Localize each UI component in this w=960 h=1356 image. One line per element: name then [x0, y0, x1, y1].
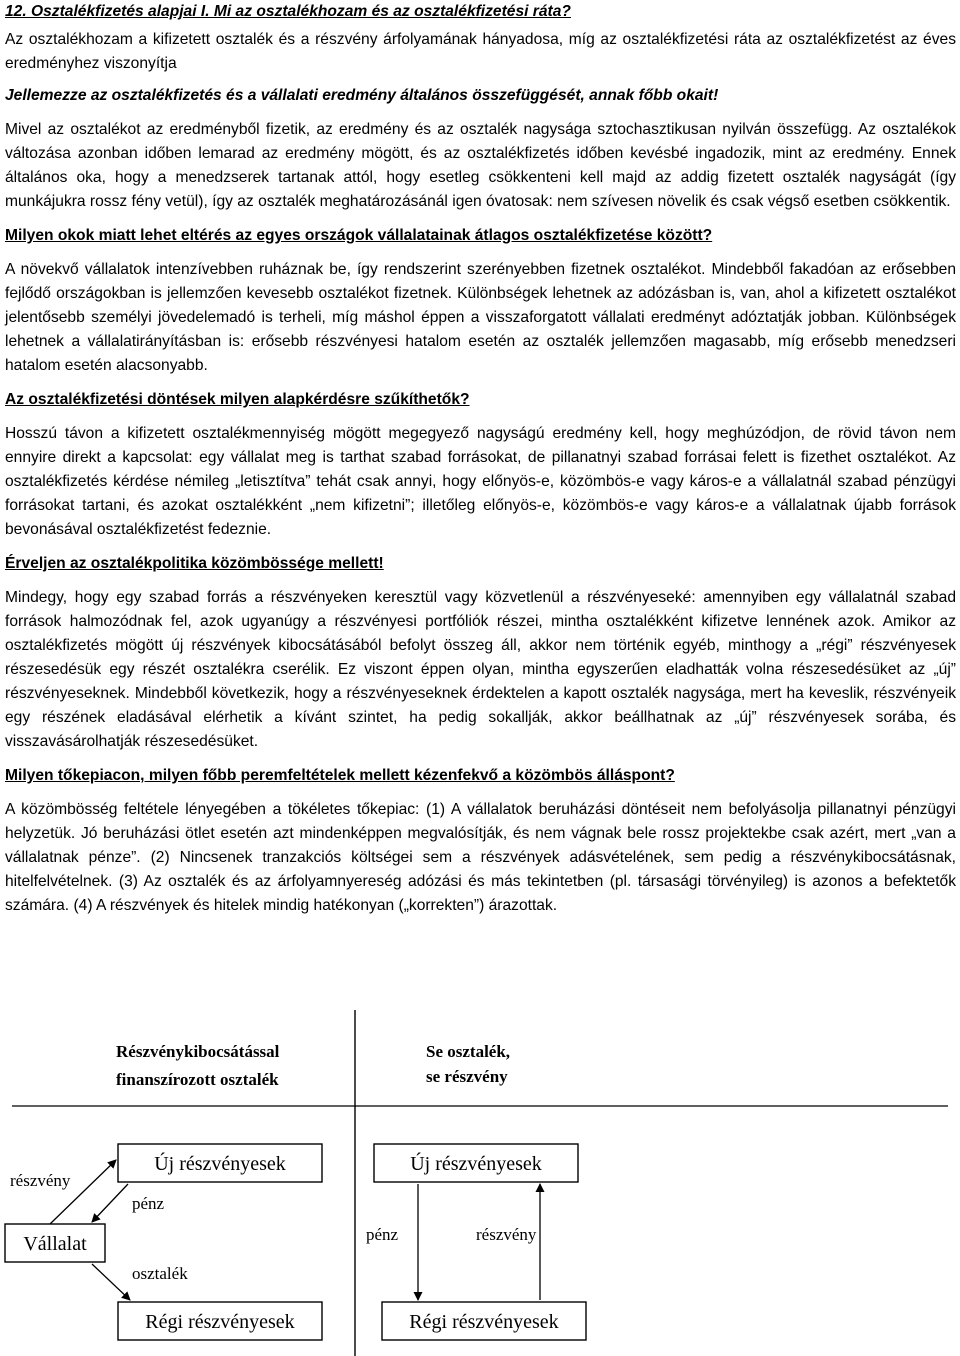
question-4: Érveljen az osztalékpolitika közömbössége mellett!: [5, 555, 384, 572]
answer-3: Hosszú távon a kifizetett osztalékmennyiség mögött megegyező nagyságú eredmény kell, hogy meghúzódjon, de rövid távon nem ennyire direkt a kapcsolat: egy vállalat meg is tarthat szabad forrásokat, de pillanatnyi szabad forrásai felett is fizethet osztalékot. Az osztalékfizetés kérdése némileg „letisztítva” tehát csak annyi, hogy előnyös-e, közömbös-e vagy káros-e a vállalatnál szabad pénzügyi forrásokat tartani, és azokat osztalékként „nem kifizetni”; illetőleg előnyös-e, közömbös-e vagy káros-e a vállalatnak újabb források bevonásával osztalékfizetést fedeznie.: [5, 425, 956, 538]
document-page: [5, 0, 956, 918]
intro-paragraph: Az osztalékhozam a kifizetett osztalék és a részvény árfolyamának hányadosa, míg az osztalékfizetési ráta az osztalékfizetést az éves eredményhez viszonyítja: [5, 31, 956, 72]
box-old-shareholders-right-label: Régi részvényesek: [409, 1311, 559, 1333]
arrow-new-to-company: [92, 1184, 128, 1222]
label-dividend: osztalék: [132, 1264, 188, 1283]
right-heading-line-1: Se osztalék,: [426, 1042, 511, 1061]
question-2: Milyen okok miatt lehet eltérés az egyes országok vállalatainak átlagos osztalékfizetése között?: [5, 227, 713, 244]
question-3: Az osztalékfizetési döntések milyen alapkérdésre szűkíthetők?: [5, 391, 470, 408]
answer-4: Mindegy, hogy egy szabad forrás a részvényeken keresztül vagy közvetlenül a részvényeseké: amennyiben egy vállalatnál szabad források halmozódnak fel, azok ugyanúgy a részvényesi portfóliók részei, mintha osztalékként kifizetve lennének azok. Amikor az osztalékfizetés mögött új részvények kibocsátásából befolyt összeg áll, akkor nem történik egyéb, minthogy a „régi” részvényesek részesedésük egy részét osztalékra cserélik. Ez viszont éppen olyan, mintha egyszerűen eladhatták volna részesedésüket az „új” részvényeseknek. Mindebből következik, hogy a részvényeseknek érdektelen a kapott osztalék nagysága, mert ha keveslik, részvényeik egy részének eladásával elérhetik a kívánt szintet, ha pedig sokallják, akkor beállhatnak az „új” részvényesek sorába, és visszavásárolhatják részesedésüket.: [5, 589, 956, 750]
dividend-flow-diagram: [0, 1010, 960, 1356]
box-new-shareholders-right-label: Új részvényesek: [410, 1153, 542, 1175]
label-share-right: részvény: [476, 1225, 537, 1244]
box-company-label: Vállalat: [23, 1233, 87, 1255]
right-heading-line-2: se részvény: [426, 1067, 508, 1086]
answer-2: A növekvő vállalatok intenzívebben ruháznak be, így rendszerint szerényebben fizetnek osztalékot. Mindebből fakadóan az erősebben fejlődő országokban is jellemzően kevesebb osztalékot fizetnek. Különbségek lehetnek az adózásban is, van, ahol a kifizetett osztalékot jelentősebb személyi jövedelemadó is terheli, míg máshol éppen a visszaforgatott vállalati eredményt adóztatják jobban. Különbségek lehetnek a vállalatirányításban is: erősebb részvényesi hatalom esetén az osztalék jellemzően magasabb, míg erősebb menedzseri hatalom esetén alacsonyabb.: [5, 261, 956, 374]
label-money-right: pénz: [366, 1225, 399, 1244]
question-1: Jellemezze az osztalékfizetés és a vállalati eredmény általános összefüggését, annak főbb okait!: [5, 87, 719, 104]
label-share-left: részvény: [10, 1171, 71, 1190]
left-heading-line-2: finanszírozott osztalék: [116, 1070, 279, 1089]
arrow-company-to-old: [92, 1264, 130, 1300]
section-title: 12. Osztalékfizetés alapjai I. Mi az osztalékhozam és az osztalékfizetési ráta?: [5, 3, 571, 20]
box-old-shareholders-left-label: Régi részvényesek: [145, 1311, 295, 1333]
label-money-left: pénz: [132, 1194, 165, 1213]
left-heading-line-1: Részvénykibocsátással: [116, 1042, 280, 1061]
answer-5: A közömbösség feltétele lényegében a tökéletes tőkepiac: (1) A vállalatok beruházási döntéseit nem befolyásolja pillanatnyi pénzügyi helyzetük. Jó beruházási ötlet esetén azt mindenképpen megvalósítják, és nem vágnak bele rossz projektekbe csak azért, mert „van a vállalatnak pénze”. (2) Nincsenek tranzakciós költségei sem a részvények adásvételének, sem pedig a részvénykibocsátásnak, hitelfelvételnek. (3) Az osztalék és az árfolyamnyereség adózási és más tekintetben (pl. társasági törvényileg) is azonos a befektetők számára. (4) A részvények és hitelek mindig hatékonyan („korrekten”) árazottak.: [5, 801, 956, 914]
answer-1: Mivel az osztalékot az eredményből fizetik, az eredmény és az osztalék nagysága sztochasztikusan nyilván összefügg. Az osztalékok változása azonban időben lemarad az eredmény mögött, és az osztalékfizetés időben kevésbé ingadozik, mint az eredmény. Ennek általános oka, hogy a menedzserek tartanak attól, hogy esetleg csökkenteni kell majd az addig fizetett osztalék nagyságát (így munkájukra rossz fény vetül), így az osztalék meghatározásánál igen óvatosak: nem szívesen növelik és csak végső esetben csökkentik.: [5, 121, 956, 210]
question-5: Milyen tőkepiacon, milyen főbb peremfeltételek mellett kézenfekvő a közömbös álláspont?: [5, 767, 675, 784]
arrow-company-to-new: [50, 1160, 116, 1224]
box-new-shareholders-left-label: Új részvényesek: [154, 1153, 286, 1175]
